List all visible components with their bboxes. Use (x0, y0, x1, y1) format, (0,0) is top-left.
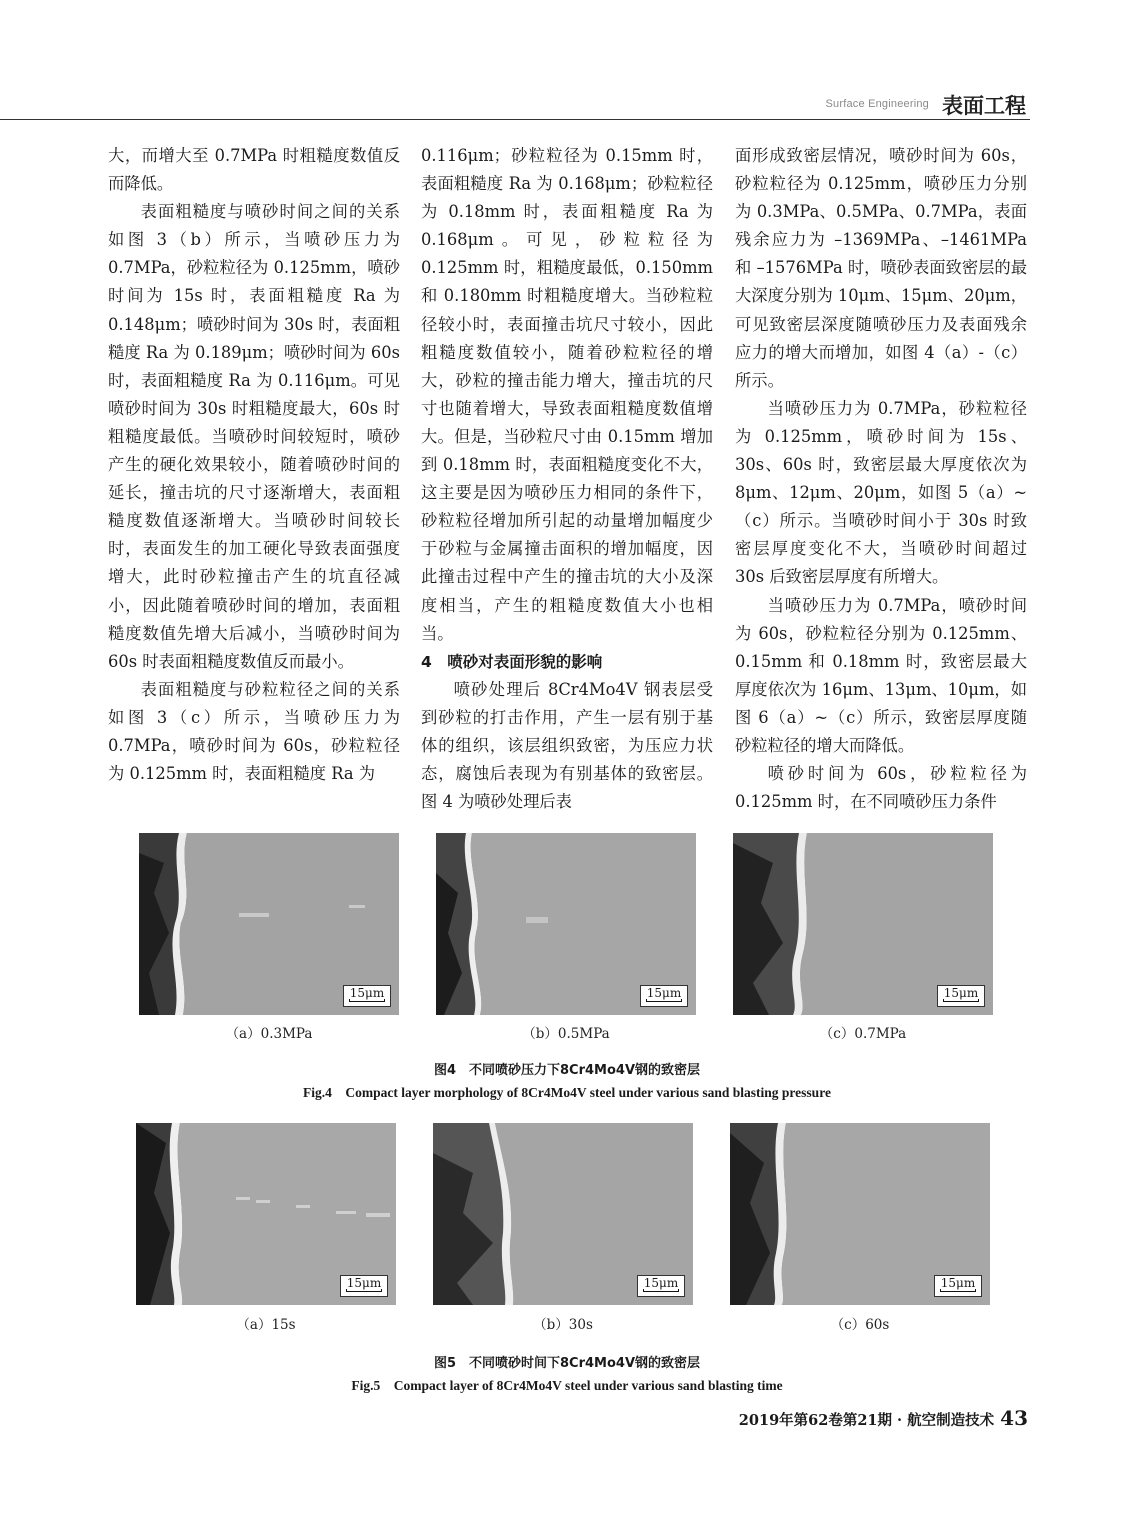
paragraph: 大，而增大至 0.7MPa 时粗糙度数值反而降低。 (108, 146, 400, 194)
section-heading: 4 喷砂对表面形貌的影响 (421, 652, 603, 671)
micrograph-fig5c (730, 1123, 990, 1305)
scale-bar: 15μm (934, 1275, 982, 1297)
paragraph: 面形成致密层情况，喷砂时间为 60s，砂粒粒径为 0.125mm，喷砂压力分别为 0.3MPa、0.5MPa、0.7MPa，表面残余应力为 –1369MPa、–1461MPa 和 –1576MPa 时，喷砂表面致密层的最大深度分别为 10μm、15μm、20μm，可见致密层深度随喷砂压力及表面残余应力的增大而增加，如图 4（a）-（c）所示。 (735, 146, 1027, 390)
subcaption-fig4a: （a）0.3MPa (225, 1026, 313, 1042)
text-column-2 (421, 142, 713, 816)
journal-name-cn: 表面工程 (942, 94, 1026, 118)
paragraph: 表面粗糙度与砂粒粒径之间的关系如图 3（c）所示，当喷砂压力为 0.7MPa，喷砂时间为 60s，砂粒粒径为 0.125mm 时，表面粗糙度 Ra 为 (108, 679, 400, 784)
figure-caption-en: Fig.5 Compact layer of 8Cr4Mo4V steel under various sand blasting time (351, 1378, 783, 1393)
header-rule (0, 119, 1030, 120)
page-number: 43 (1000, 1406, 1028, 1430)
subcaption-fig5b: （b）30s (533, 1317, 593, 1333)
micrograph-fig5a (136, 1123, 396, 1305)
figure-caption-en: Fig.4 Compact layer morphology of 8Cr4Mo4V steel under various sand blasting pressure (303, 1085, 831, 1100)
paragraph: 0.116μm；砂粒粒径为 0.15mm 时，表面粗糙度 Ra 为 0.168μm；砂粒粒径为 0.18mm 时，表面粗糙度 Ra 为 0.168μm。可见，砂粒粒径为 0.125mm 时，粗糙度最低，0.150mm 和 0.180mm 时粗糙度增大。当砂粒粒径较小时，表面撞击坑尺寸较小，因此粗糙度数值较小，随着砂粒粒径的增大，砂粒的撞击能力增大，撞击坑的尺寸也随着增大，导致表面粗糙度数值增大。但是，当砂粒尺寸由 0.15mm 增加到 0.18mm 时，表面粗糙度变化不大，这主要是因为喷砂压力相同的条件下，砂粒粒径增加所引起的动量增加幅度少于砂粒与金属撞击面积的增加幅度，因此撞击过程中产生的撞击坑的大小及深度相当，产生的粗糙度数值大小也相当。 (421, 146, 713, 643)
subcaption-fig4b: （b）0.5MPa (522, 1026, 610, 1042)
scale-bar: 15μm (937, 985, 985, 1007)
paragraph: 当喷砂压力为 0.7MPa，砂粒粒径为 0.125mm，喷砂时间为 15s、30s、60s 时，致密层最大厚度依次为 8μm、12μm、20μm，如图 5（a）~（c）所示。当喷砂时间小于 30s 时致密层厚度变化不大，当喷砂时间超过 30s 后致密层厚度有所增大。 (735, 398, 1027, 587)
scale-bar: 15μm (340, 1275, 388, 1297)
subcaption-fig5a: （a）15s (236, 1317, 296, 1333)
micrograph-fig4c (733, 833, 993, 1015)
scale-bar: 15μm (637, 1275, 685, 1297)
page-footer (739, 1406, 1028, 1430)
figure-caption-cn: 图5 不同喷砂时间下8Cr4Mo4V钢的致密层 (433, 1356, 701, 1371)
paragraph: 表面粗糙度与喷砂时间之间的关系如图 3（b）所示，当喷砂压力为 0.7MPa，砂粒粒径为 0.125mm，喷砂时间为 15s 时，表面粗糙度 Ra 为 0.148μm；喷砂时间为 30s 时，表面粗糙度 Ra 为 0.189μm；喷砂时间为 60s 时，表面粗糙度 Ra 为 0.116μm。可见喷砂时间为 30s 时粗糙度最大，60s 时粗糙度最低。当喷砂时间较短时，喷砂产生的硬化效果较小，随着喷砂时间的延长，撞击坑的尺寸逐渐增大，表面粗糙度数值逐渐增大。当喷砂时间较长时，表面发生的加工硬化导致表面强度增大，此时砂粒撞击产生的坑直径减小，因此随着喷砂时间的增加，表面粗糙度数值先增大后减小，当喷砂时间为 60s 时表面粗糙度数值反而最小。 (108, 202, 400, 671)
text-column-1 (108, 142, 400, 788)
subcaption-fig5c: （c）60s (830, 1317, 890, 1333)
paragraph: 喷砂处理后 8Cr4Mo4V 钢表层受到砂粒的打击作用，产生一层有别于基体的组织，该层组织致密，为压应力状态，腐蚀后表现为有别基体的致密层。图 4 为喷砂处理后表 (421, 679, 713, 812)
micrograph-fig5b (433, 1123, 693, 1305)
micrograph-fig4a (139, 833, 399, 1015)
text-column-3 (735, 142, 1027, 816)
micrograph-fig4b (436, 833, 696, 1015)
issue-info: 2019年第62卷第21期 · 航空制造技术 (738, 1412, 995, 1429)
figure-caption-cn: 图4 不同喷砂压力下8Cr4Mo4V钢的致密层 (433, 1063, 701, 1078)
paragraph: 当喷砂压力为 0.7MPa，喷砂时间为 60s，砂粒粒径分别为 0.125mm、0.15mm 和 0.18mm 时，致密层最大厚度依次为 16μm、13μm、10μm，如图 6（a）~（c）所示，致密层厚度随砂粒粒径的增大而降低。 (735, 595, 1027, 755)
subcaption-fig4c: （c）0.7MPa (819, 1026, 907, 1042)
paragraph: 喷砂时间为 60s，砂粒粒径为 0.125mm 时，在不同喷砂压力条件 (735, 764, 1027, 812)
scale-bar: 15μm (640, 985, 688, 1007)
scale-bar: 15μm (343, 985, 391, 1007)
journal-name-en: Surface Engineering (825, 98, 929, 110)
